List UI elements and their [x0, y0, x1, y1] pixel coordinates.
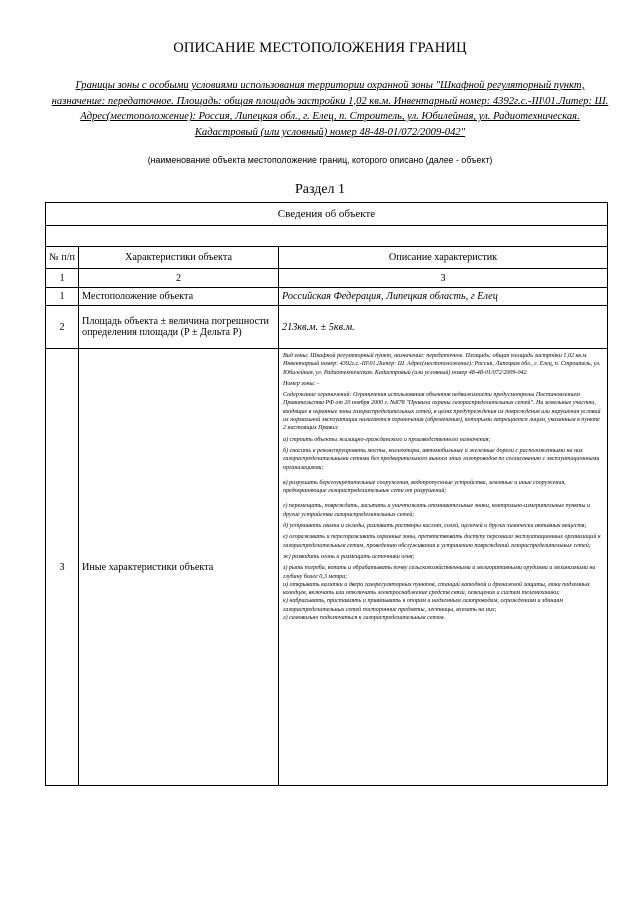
- note-paragraph: Номер зоны: -: [283, 380, 320, 387]
- boundary-description: Границы зоны с особыми условиями использования территории охранной зоны "Шкафной регуляторный пункт, назначение: передаточное. Площадь: общая площадь застройки 1,02 кв.м. Инвентарный номер: 4392г.с.-III\01.Литер: Ш. Адрес(местоположение): Россия, Липецкая обл., г. Елец, п. Строитель, ул. Юбилейная, ул. Радиотехническая. Кадастровый (или условный) номер 48-48-01/072/2009-042": [51, 80, 609, 138]
- note-paragraph: г) перемещать, повреждать, засыпать и уничтожать опознавательные знаки, контрольно-измерительные пункты и другие устройства газораспределительных сетей;: [283, 503, 591, 518]
- column-number: 3: [279, 269, 608, 288]
- column-headers-row: [46, 247, 608, 269]
- table-empty-row: [46, 226, 608, 247]
- row-characteristic: Иные характеристики объекта: [79, 349, 279, 786]
- row-description: Российская Федерация, Липецкая область, г Елец: [279, 288, 608, 306]
- table-header-row: [46, 203, 608, 226]
- section-title: Раздел 1: [294, 182, 346, 197]
- row-number: 1: [46, 288, 79, 306]
- row-number: 3: [46, 349, 79, 786]
- table-row: [46, 306, 608, 349]
- note-paragraph: д) устраивать свалки и склады, разливать растворы кислот, солей, щелочей и других химически активных веществ;: [283, 523, 587, 530]
- note-paragraph: Вид зоны: Шкафной регуляторный пункт, назначение: передаточное. Площадь: общая площадь застройки 1,02 кв.м. Инвентарный номер: 4392г.с.-III\01.Литер: Ш. Адрес(местоположение): Россия, Липецкая обл., г. Елец, п. Строитель, ул. Юбилейная, ул. Радиотехническая. Кадастровый (или условный) номер 48-48-01/072/2009-042: [283, 353, 601, 376]
- row-characteristic: Местоположение объекта: [79, 288, 279, 306]
- note-paragraph: б) сносить и реконструировать мосты, коллекторы, автомобильные и железные дороги с расположенными на них газораспределительными сетями без предварительного выноса этих газопроводов по согласованию с эксплуатационными организациями;: [283, 447, 600, 471]
- note-paragraph: л) самовольно подключаться к газораспределительным сетям.: [283, 615, 446, 622]
- boundary-caption: (наименование объекта местоположение границ, которого описано (далее - объект): [147, 155, 493, 165]
- column-header: № п/п: [46, 247, 79, 269]
- table-row: [46, 288, 608, 306]
- column-number: 1: [46, 269, 79, 288]
- note-paragraph: а) строить объекты жилищно-гражданского и производственного назначения;: [283, 436, 491, 443]
- column-numbers-row: [46, 269, 608, 288]
- page-title: ОПИСАНИЕ МЕСТОПОЛОЖЕНИЯ ГРАНИЦ: [173, 40, 467, 56]
- row-description-notes: [279, 349, 608, 786]
- note-paragraph: ж) разводить огонь и размещать источники огня;: [283, 553, 415, 560]
- row-description: 213кв.м. ± 5кв.м.: [279, 306, 608, 349]
- note-paragraph: з) рыть погреба, копать и обрабатывать почву сельскохозяйственными и мелиоративными орудиями и механизмами на глубину более 0,3 метра;: [283, 565, 596, 580]
- table-row: [46, 349, 608, 786]
- note-paragraph: к) набрасывать, приставлять и привязывать к опорам и надземным газопроводам, ограждениям и зданиям газораспределительных сетей посторонние предметы, лестницы, влезать на них;: [283, 598, 564, 613]
- row-characteristic: Площадь объекта ± величина погрешности определения площади (P ± Дельта P): [79, 306, 279, 349]
- object-info-table: [45, 202, 608, 786]
- table-header: Сведения об объекте: [46, 203, 608, 226]
- note-paragraph: в) разрушать берегоукрепительные сооружения, водопропускные устройства, земляные и иные сооружения, предохраняющие газораспределительные сети от разрушений;: [283, 479, 566, 495]
- row-number: 2: [46, 306, 79, 349]
- note-paragraph: Содержание ограничений: Ограничения использования объектов недвижимости предусмотрены Постановлением Правительства РФ от 20 ноября 2000 г. №878 "Правила охраны газораспределительных сетей". На земельные участки, входящие в охранные зоны газораспределительных сетей, в целях предупреждения их повреждения или нарушения условий их нормальной эксплуатации налагаются ограничения (обременения), которыми запрещается лицам, указанным в пункте 2 настоящих Правил:: [283, 392, 601, 432]
- note-paragraph: и) открывать калитки и двери газорегуляторных пунктов, станций катодной и дренажной защиты, люки подземных колодцев, включать или отключать электроснабжение средств связи, освещения и систем телемеханики;: [283, 581, 590, 597]
- column-header: Описание характеристик: [279, 247, 608, 269]
- column-number: 2: [79, 269, 279, 288]
- column-header: Характеристики объекта: [79, 247, 279, 269]
- note-paragraph: е) огораживать и перегораживать охранные зоны, препятствовать доступу персонала эксплуатационных организаций к газораспределительным сетям, проведению обслуживания и устранению повреждений газораспределительных сетей;: [283, 534, 601, 549]
